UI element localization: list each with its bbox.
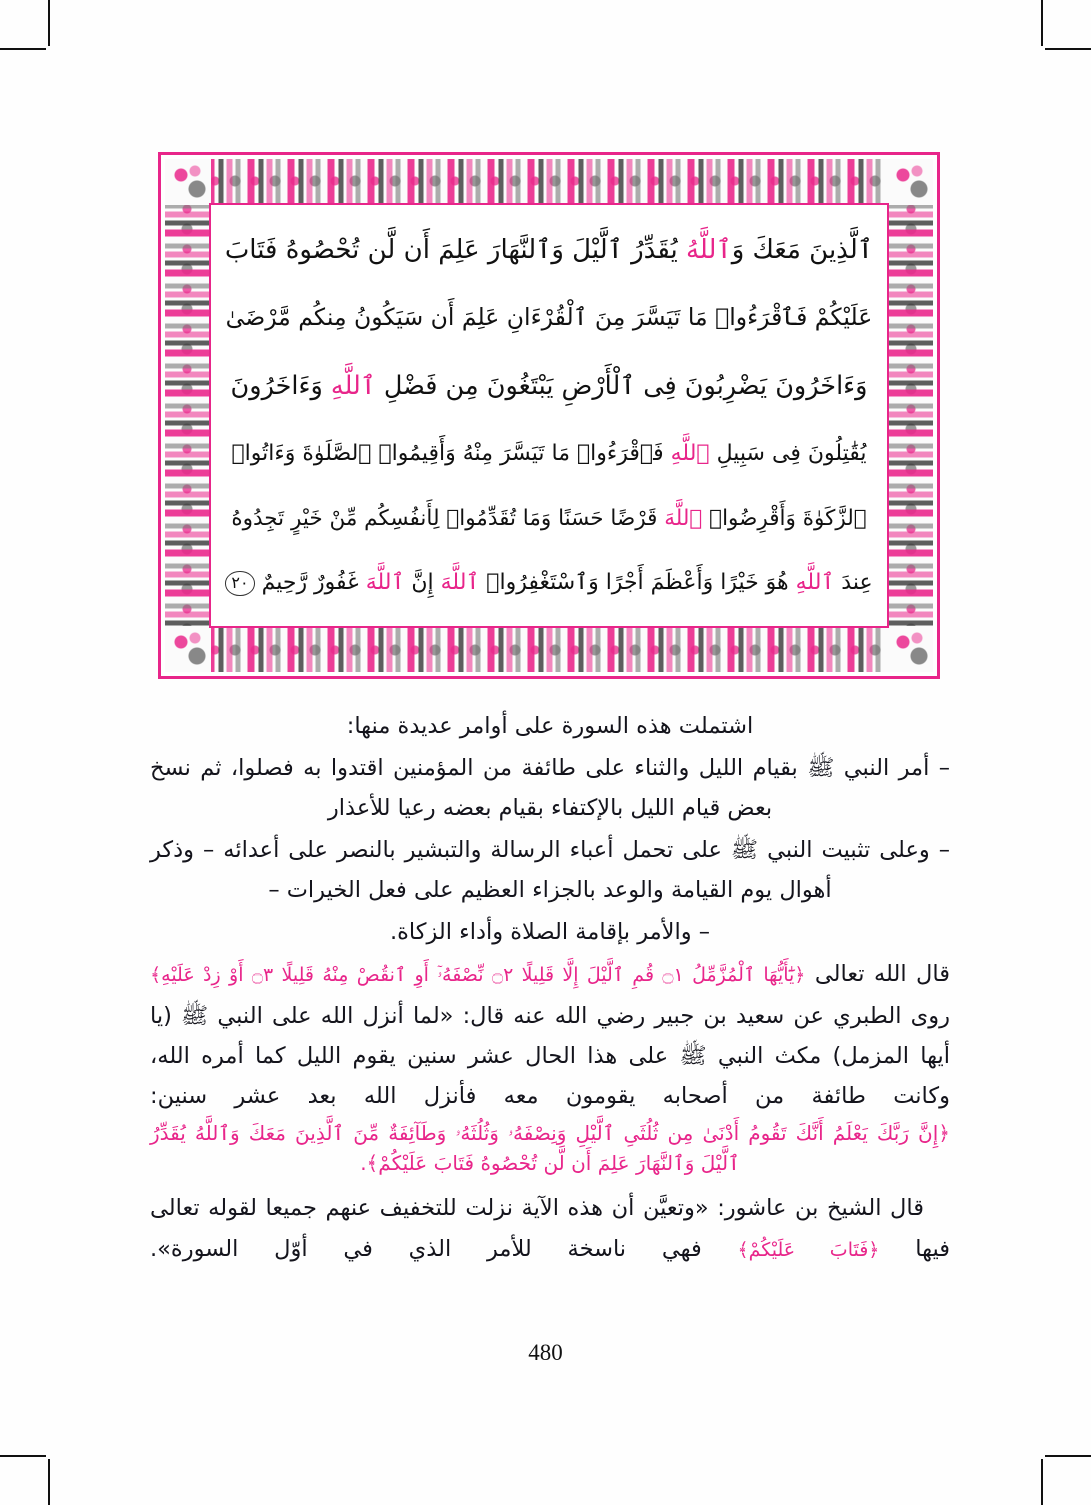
quran-line <box>225 371 873 401</box>
quran-text-segment: فَٱقْرَءُوا۟ مَا تَيَسَّرَ مِنْهُ وَأَقِيمُوا۟ ٱلصَّلَوٰةَ وَءَاتُوا۟ <box>231 440 671 466</box>
ayah-number-marker: ٢٠ <box>225 571 254 595</box>
quran-verse-frame <box>158 152 940 679</box>
crop-mark-bottom-right-horizontal <box>1045 1455 1091 1457</box>
quran-quote-line-1 <box>150 954 950 994</box>
quran-word-lafz-aljalalah: ٱللَّهَ <box>365 570 405 596</box>
quran-text-segment: وَءَاخَرُونَ <box>230 371 331 402</box>
quran-text-segment: ٱلَّذِينَ مَعَكَ وَ <box>731 234 873 265</box>
crop-mark-bottom-left-vertical <box>48 1459 50 1505</box>
quran-text-segment: وَءَاخَرُونَ يَضْرِبُونَ فِى ٱلْأَرْضِ يَبْتَغُونَ مِن فَضْلِ <box>375 371 868 402</box>
quran-text-area <box>209 203 889 628</box>
quran-text-segment: عَلَيْكُمْ فَٱقْرَءُوا۟ مَا تَيَسَّرَ مِنَ ٱلْقُرْءَانِ عَلِمَ أَن سَيَكُونُ مِنكُم مَّرْضَىٰ <box>225 303 873 332</box>
page-number: 480 <box>528 1340 563 1365</box>
quran-text-segment: يُقَٰتِلُونَ فِى سَبِيلِ <box>709 440 867 466</box>
border-corner-top-left-icon <box>165 159 211 205</box>
quran-word-lafz-aljalalah: ٱللَّهَ <box>440 570 480 596</box>
quran-text-segment: ٱلزَّكَوٰةَ وَأَقْرِضُوا۟ <box>702 505 867 531</box>
quran-quote-block-73-20: ﴿إِنَّ رَبَّكَ يَعْلَمُ أَنَّكَ تَقُومُ أَدْنَىٰ مِن ثُلُثَىِ ٱلَّيْلِ وَنِصْفَهُۥ وَثُلُثَهُۥ وَطَآئِفَةٌ مِّنَ ٱلَّذِينَ مَعَكَ وَٱللَّهُ يُقَدِّرُ ٱلَّيْلَ وَٱلنَّهَارَ عَلِمَ أَن لَّن تُحْصُوهُ فَتَابَ عَلَيْكُمْ﴾. <box>150 1121 950 1176</box>
border-corner-top-right-icon <box>887 159 933 205</box>
tabari-narration: روى الطبري عن سعيد بن جبير رضي الله عنه قال: «لما أنزل الله على النبي ﷺ (يا أيها المزمل) مكث النبي ﷺ على هذا الحال عشر سنين يقوم الليل كما أمره الله، وكانت طائفة من أصحابه يقومون معه فأنزل الله بعد عشر سنين: <box>150 1003 950 1110</box>
commentary-body <box>150 706 950 1271</box>
quran-text-segment: إِنَّ <box>404 570 441 596</box>
border-corner-bottom-left-icon <box>165 626 211 672</box>
quran-text-segment: عِندَ <box>834 570 873 596</box>
quran-inline-quote-muzzammil: ﴿يَٰٓأَيُّهَا ٱلْمُزَّمِّلُ ۝١ قُمِ ٱلَّيْلَ إِلَّا قَلِيلًا ۝٢ نِّصْفَهُۥٓ أَوِ ٱنقُصْ مِنْهُ قَلِيلًا ۝٣ أَوْ زِدْ عَلَيْهِ﴾ <box>150 964 806 987</box>
border-band-left <box>165 159 209 672</box>
crop-mark-bottom-right-vertical <box>1041 1459 1043 1505</box>
quran-line <box>225 235 873 266</box>
quran-text-segment: غَفُورٌ رَّحِيمٌ <box>261 570 366 596</box>
intro-sentence: اشتملت هذه السورة على أوامر عديدة منها: <box>346 713 754 739</box>
border-band-bottom <box>165 628 933 672</box>
quran-line <box>225 304 873 332</box>
ibn-ashur-intro-text: قال الشيخ بن عاشور: «وتعيَّن أن هذه الآية نزلت للتخفيف عنهم جميعا لقوله تعالى فيها <box>150 1195 950 1262</box>
quran-text-segment: هُوَ خَيْرًا وَأَعْظَمَ أَجْرًا وَٱسْتَغْفِرُوا۟ <box>479 570 796 596</box>
crop-mark-top-right-horizontal <box>1045 48 1091 50</box>
quran-word-lafz-aljalalah: ٱللَّهَ <box>664 505 703 531</box>
crop-mark-bottom-left-horizontal <box>0 1455 46 1457</box>
border-corner-bottom-right-icon <box>887 626 933 672</box>
quran-text-segment: يُقَدِّرُ ٱلَّيْلَ وَٱلنَّهَارَ عَلِمَ أَن لَّن تُحْصُوهُ فَتَابَ <box>224 234 686 265</box>
quran-inline-quote-fataba: ﴿فَتَابَ عَلَيْكُمْ﴾ <box>737 1238 880 1261</box>
quote-intro-label: قال الله تعالى <box>814 961 951 988</box>
quran-word-lafz-aljalalah: ٱللَّهُ <box>685 234 732 265</box>
bullet-item-1: – أمر النبي ﷺ بقيام الليل والثناء على طائفة من المؤمنين اقتدوا به فصلوا، ثم نسخ بعض قيام الليل بالإكتفاء بقيام بعضه رعيا للأعذار <box>150 755 950 822</box>
bullet-item-3: – والأمر بإقامة الصلاة وأداء الزكاة. <box>389 919 711 946</box>
quran-word-lafz-aljalalah: ٱللَّهِ <box>330 371 376 402</box>
quran-line <box>225 441 873 467</box>
crop-mark-top-right-vertical <box>1041 0 1043 46</box>
quran-word-lafz-aljalalah: ٱللَّهِ <box>670 440 710 466</box>
quran-line-with-ayah-marker <box>225 570 873 596</box>
border-band-right <box>889 159 933 672</box>
quran-text-segment: قَرْضًا حَسَنًا وَمَا تُقَدِّمُوا۟ لِأَنفُسِكُم مِّنْ خَيْرٍ تَجِدُوهُ <box>231 505 665 531</box>
ibn-ashur-paragraph <box>150 1188 950 1268</box>
bullet-item-2: – وعلى تثبيت النبي ﷺ على تحمل أعباء الرسالة والتبشير بالنصر على أعدائه – وذكر أهوال يوم القيامة والوعد بالجزاء العظيم على فعل الخيرات – <box>150 837 950 904</box>
floral-border-ornament <box>165 159 933 672</box>
crop-mark-top-left-vertical <box>48 0 50 46</box>
border-band-top <box>165 159 933 203</box>
crop-mark-top-left-horizontal <box>0 48 46 50</box>
quran-line <box>225 506 873 531</box>
ibn-ashur-tail-text: فهي ناسخة للأمر الذي في أوّل السورة». <box>150 1235 702 1262</box>
quran-word-lafz-aljalalah: ٱللَّهِ <box>795 570 835 596</box>
